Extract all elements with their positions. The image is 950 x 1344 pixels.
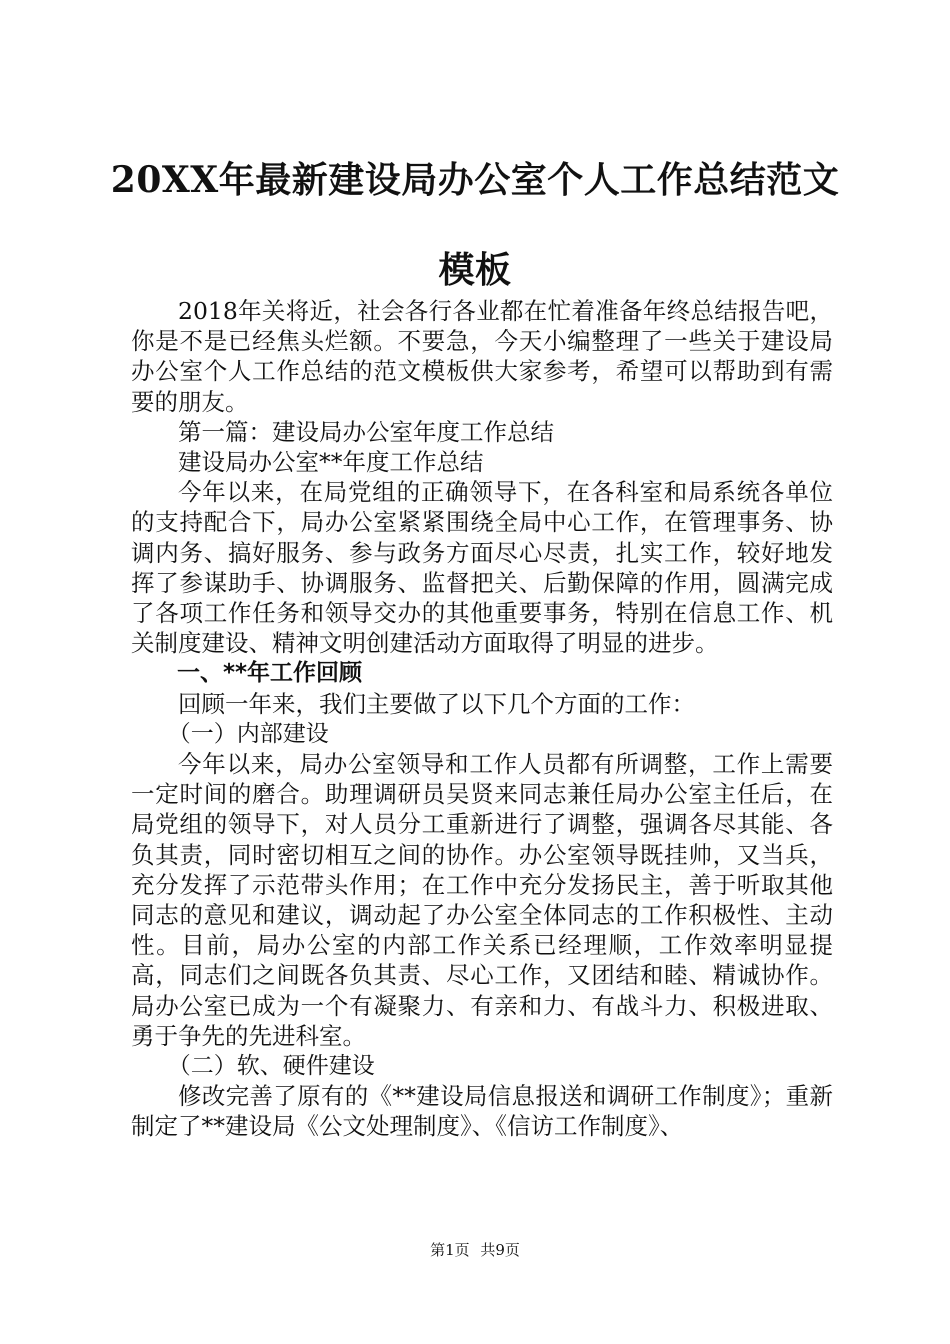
overview-paragraph: 今年以来，在局党组的正确领导下，在各科室和局系统各单位的支持配合下，局办公室紧紧围绕全局中心工作，在管理事务、协调内务、搞好服务、参与政务方面尽心尽责，扎实工作，较好地发挥了参谋助手、协调服务、监督把关、后勤保障的作用，圆满完成了各项工作任务和领导交办的其他重要事务，特别在信息工作、机关制度建设、精神文明创建活动方面取得了明显的进步。 <box>131 478 833 658</box>
review-intro-paragraph: 回顾一年来，我们主要做了以下几个方面的工作： <box>178 689 695 718</box>
page-number: 第1页 <box>430 1241 470 1259</box>
page-footer <box>0 1240 950 1260</box>
document-title-line-2: 模板 <box>438 249 512 291</box>
document-title-line-1: 20XX年最新建设局办公室个人工作总结范文 <box>110 159 840 201</box>
document-body <box>131 296 833 1142</box>
page-total: 共9页 <box>480 1241 520 1259</box>
intro-paragraph: 2018年关将近，社会各行各业都在忙着准备年终总结报告吧，你是不是已经焦头烂额。不要急，今天小编整理了一些关于建设局办公室个人工作总结的范文模板供大家参考，希望可以帮助到有需要的朋友。 <box>131 297 833 416</box>
subsection-heading-internal: （一）内部建设 <box>167 720 329 747</box>
internal-building-paragraph: 今年以来，局办公室领导和工作人员都有所调整，工作上需要一定时间的磨合。助理调研员吴贤来同志兼任局办公室主任后，在局党组的领导下，对人员分工重新进行了调整，强调各尽其能、各负其责，同时密切相互之间的协作。办公室领导既挂帅，又当兵，充分发挥了示范带头作用；在工作中充分发扬民主，善于听取其他同志的意见和建议，调动起了办公室全体同志的工作积极性、主动性。目前，局办公室的内部工作关系已经理顺，工作效率明显提高，同志们之间既各负其责、尽心工作，又团结和睦、精诚协作。局办公室已成为一个有凝聚力、有亲和力、有战斗力、积极进取、勇于争先的先进科室。 <box>131 750 833 1050</box>
chapter-heading: 第一篇：建设局办公室年度工作总结 <box>178 417 554 446</box>
hardware-building-paragraph: 修改完善了原有的《**建设局信息报送和调研工作制度》；重新制定了**建设局《公文处理制度》、《信访工作制度》、 <box>131 1082 833 1141</box>
section-heading-review: 一、**年工作回顾 <box>177 660 363 687</box>
subsection-heading-hardware: （二）软、硬件建设 <box>167 1053 375 1080</box>
report-title: 建设局办公室**年度工作总结 <box>178 448 484 477</box>
